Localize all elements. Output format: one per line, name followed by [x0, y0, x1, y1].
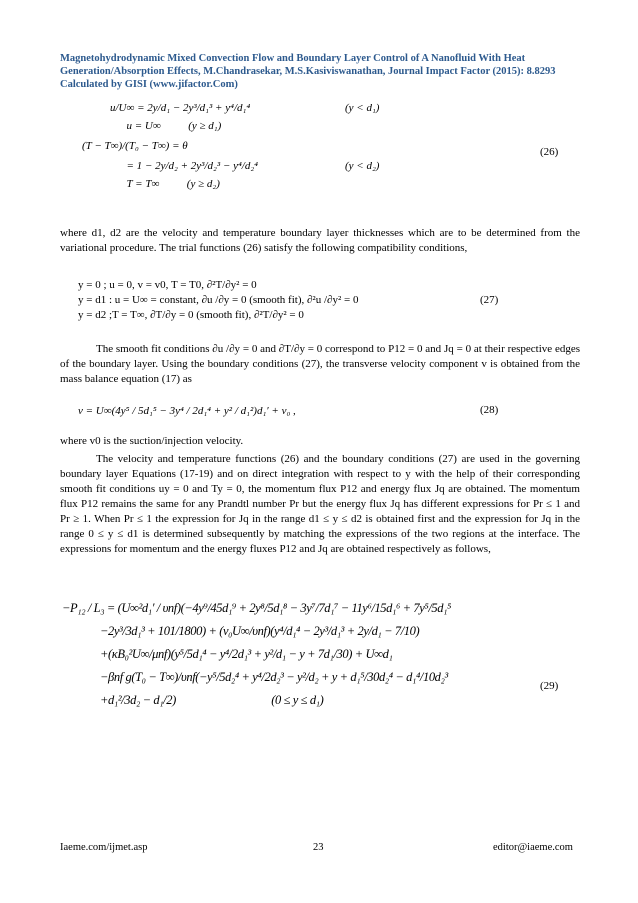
footer-email: editor@iaeme.com — [493, 842, 573, 853]
paragraph-4: The velocity and temperature functions (26) and the boundary conditions (27) are used in the governing boundary layer Equations (17-19) and on direct integration with respect to y with the help of their corresponding smooth fit conditions uy = 0 and Ty = 0, the momentum flux P12 and energy flux Jq are obtained. The momentum flux P12 remains the same for any Prandtl number Pr but the energy flux Jq has different expressions for Pr ≤ 1 and Pr ≥ 1. When Pr ≤ 1 the expression for Jq in the range d1 ≤ y ≤ d2 is obtained first and the expression for Jq in the range 0 ≤ y ≤ d1 is determined subsequently by matching the expressions of the two regions at the interface. The expressions for momentum and the energy fluxes P12 and Jq are obtained respectively as follows, — [60, 453, 580, 555]
footer-website: Iaeme.com/ijmet.asp — [60, 842, 148, 853]
paragraph-2: The smooth fit conditions ∂u /∂y = 0 and ∂T/∂y = 0 correspond to P12 = 0 and Jq = 0 at their respective edges of the boundary layer. Using the boundary conditions (27), the transverse velocity component v is obtained from the mass balance equation (17) as — [60, 343, 580, 385]
eq26-line-3: (T − T∞)/(T₀ − T∞) = θ — [82, 140, 188, 152]
equation-28 — [78, 403, 296, 419]
eq29-line-2: −2y³/3d₁³ + 101/1800) + (v₀U∞/υnf)(y⁴/d₁⁴ − 2y³/d₁³ + 2y/d₁ − 7/10) — [100, 624, 420, 638]
paragraph-1: where d1, d2 are the velocity and temperature boundary layer thicknesses which are to be determined from the variational procedure. The trial functions (26) satisfy the following compatibility conditions, — [60, 227, 580, 254]
eq28-expr: v = U∞(4y⁵ / 5d₁⁵ − 3y⁴ / 2d₁⁴ + y² / d₁²)d₁′ + v₀ , — [78, 405, 296, 417]
eq29-number: (29) — [540, 680, 559, 692]
paragraph-3: where v0 is the suction/injection velocity. — [60, 435, 244, 447]
footer-page-number: 23 — [313, 842, 324, 853]
eq29-line-5: +d₁²/3d₂ − d₁/2) (0 ≤ y ≤ d₁) — [100, 693, 324, 707]
header-line-1: Magnetohydrodynamic Mixed Convection Flow and Boundary Layer Control of A Nanofluid With Heat — [60, 53, 526, 64]
eq27-number: (27) — [480, 294, 499, 306]
eq26-line-1: u/U∞ = 2y/d₁ − 2y³/d₁³ + y⁴/d₁⁴ (y < d₁) — [110, 102, 380, 114]
eq26-number: (26) — [540, 146, 559, 158]
eq27-line-2: y = d1 : u = U∞ = constant, ∂u /∂y = 0 (smooth fit), ∂²u /∂y² = 0 — [78, 294, 359, 306]
eq29-line-1: −P₁₂ / L₃ = (U∞²d₁′ / υnf)(−4y⁹/45d₁⁹ + 2y⁸/5d₁⁸ − 3y⁷/7d₁⁷ − 11y⁶/15d₁⁶ + 7y⁵/5d₁⁵ — [62, 601, 451, 615]
eq28-number: (28) — [480, 404, 499, 416]
eq27-line-1: y = 0 ; u = 0, v = v0, T = T0, ∂²T/∂y² = 0 — [78, 279, 257, 291]
running-header — [60, 52, 580, 91]
equation-27 — [78, 278, 358, 323]
header-line-2: Generation/Absorption Effects, M.Chandrasekar, M.S.Kasiviswanathan, Journal Impact Factor (2015): 8.8293 — [60, 66, 556, 77]
eq27-line-3: y = d2 ;T = T∞, ∂T/∂y = 0 (smooth fit), ∂²T/∂y² = 0 — [78, 309, 304, 321]
eq26-line-4: = 1 − 2y/d₂ + 2y³/d₂³ − y⁴/d₂⁴ (y < d₂) — [110, 160, 380, 172]
equation-29 — [62, 597, 451, 712]
eq29-line-3: +(κB₀²U∞/μnf)(y⁵/5d₁⁴ − y⁴/2d₁³ + y²/d₁ − y + 7d₁/30) + U∞d₁ — [100, 647, 393, 661]
equation-26 — [82, 100, 380, 192]
eq26-line-5: T = T∞ (y ≥ d₂) — [110, 178, 220, 190]
header-line-3: Calculated by GISI (www.jifactor.Com) — [60, 79, 238, 90]
eq29-line-4: −βnf g(T₀ − T∞)/υnf(−y⁵/5d₂⁴ + y⁴/2d₂³ − y²/d₂ + y + d₁⁵/30d₂⁴ − d₁⁴/10d₂³ — [100, 670, 448, 684]
eq26-line-2: u = U∞ (y ≥ d₁) — [110, 120, 222, 132]
